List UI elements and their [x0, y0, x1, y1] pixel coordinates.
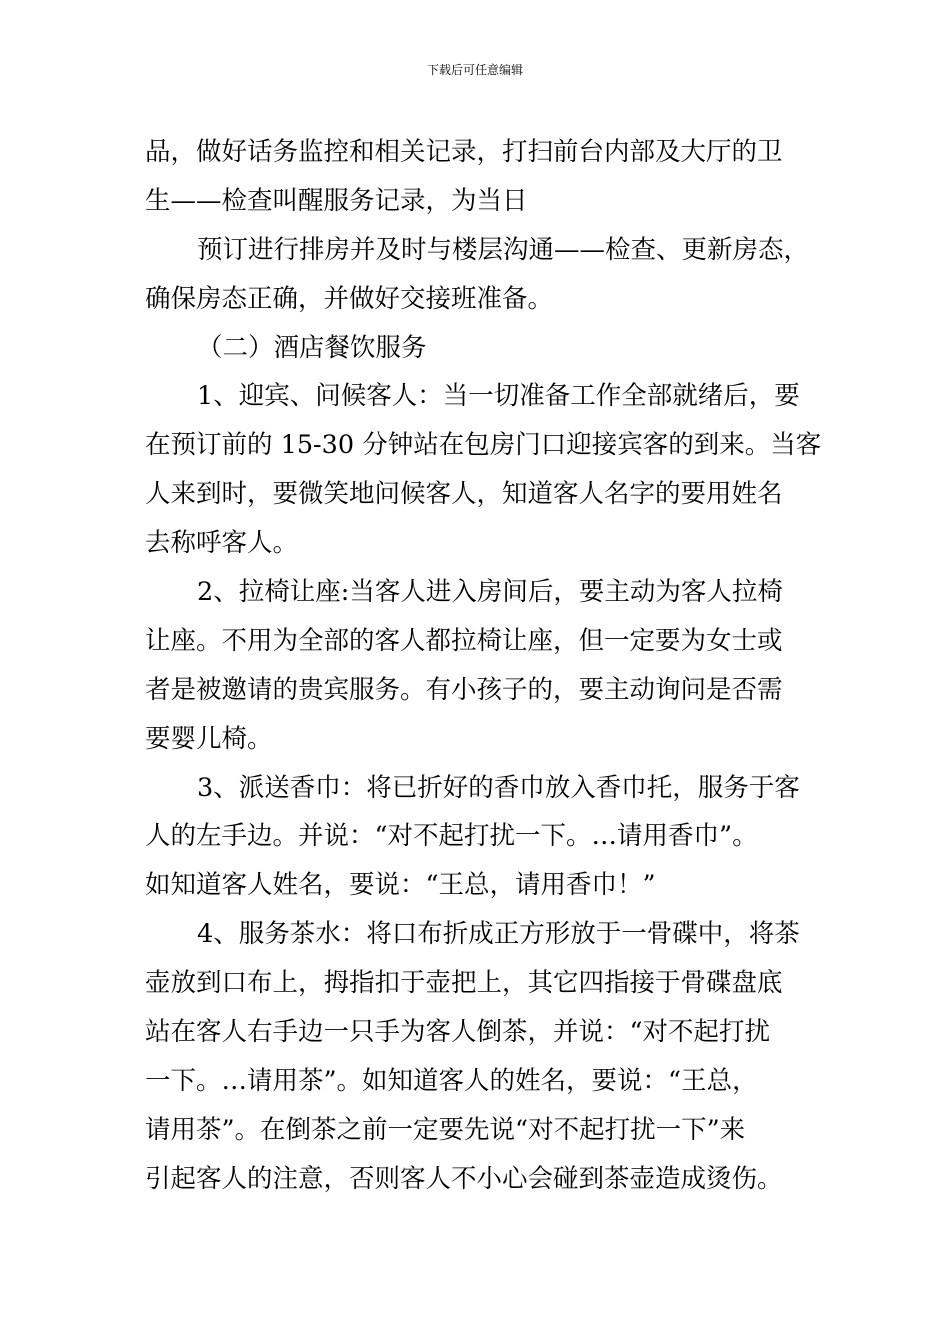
body-line: 预订进行排房并及时与楼层沟通——检查、更新房态， — [197, 234, 810, 265]
body-line: 引起客人的注意，否则客人不小心会碰到茶壶造成烫伤。 — [145, 1163, 783, 1194]
body-line: 品，做好话务监控和相关记录，打扫前台内部及大厅的卫 — [145, 137, 783, 167]
body-line: 4、服务茶水：将口布折成正方形放于一骨碟中，将茶 — [197, 919, 800, 950]
section-heading: （二）酒店餐饮服务 — [197, 332, 427, 363]
body-line: 在预订前的 15-30 分钟站在包房门口迎接宾客的到来。当客 — [145, 430, 822, 461]
body-line: 站在客人右手边一只手为客人倒茶，并说：“对不起打扰 — [145, 1017, 771, 1048]
body-line: 者是被邀请的贵宾服务。有小孩子的，要主动询问是否需 — [145, 674, 783, 705]
body-line: 3、派送香巾：将已折好的香巾放入香巾托，服务于客 — [197, 772, 800, 803]
body-line: 一下。…请用茶”。如知道客人的姓名，要说：“王总， — [145, 1065, 758, 1096]
body-line: 去称呼客人。 — [145, 528, 299, 559]
body-line: 生——检查叫醒服务记录，为当日 — [145, 185, 528, 216]
body-line: 壶放到口布上，拇指扣于壶把上，其它四指接于骨碟盘底 — [145, 968, 783, 999]
body-line: 让座。不用为全部的客人都拉椅让座，但一定要为女士或 — [145, 625, 783, 656]
body-line: 2、拉椅让座:当客人进入房间后，要主动为客人拉椅 — [197, 577, 783, 608]
body-line: 1、迎宾、问候客人：当一切准备工作全部就绪后，要 — [197, 381, 800, 412]
body-line: 请用茶”。在倒茶之前一定要先说“对不起打扰一下”来 — [145, 1114, 746, 1145]
body-line: 要婴儿椅。 — [145, 723, 273, 754]
body-line: 如知道客人姓名，要说：“王总，请用香巾！” — [145, 870, 656, 901]
body-line: 人来到时，要微笑地问候客人，知道客人名字的要用姓名 — [145, 479, 783, 510]
body-line: 确保房态正确，并做好交接班准备。 — [145, 283, 554, 314]
document-body — [145, 128, 822, 1204]
page-header-note: 下载后可任意编辑 — [426, 63, 523, 77]
body-line: 人的左手边。并说：“对不起打扰一下。…请用香巾”。 — [145, 821, 758, 852]
